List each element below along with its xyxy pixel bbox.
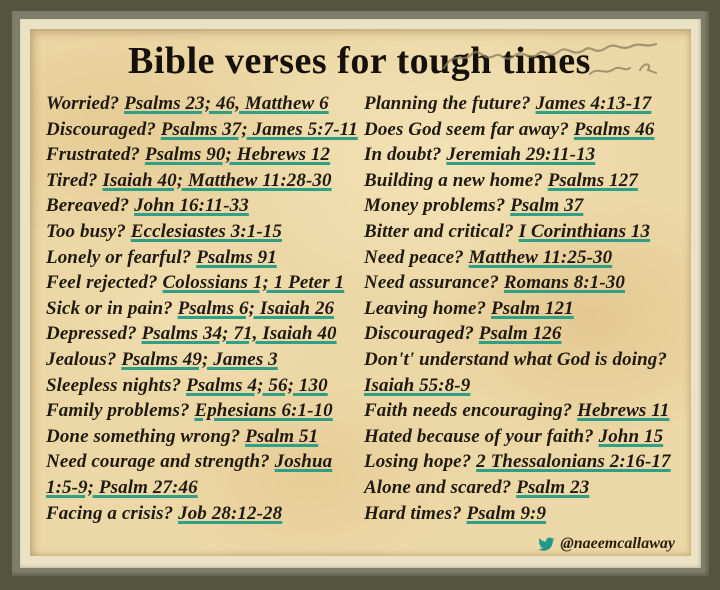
verse-entry xyxy=(46,398,364,424)
verse-reference: Psalms 46 xyxy=(573,118,655,140)
verse-reference: Hebrews 11 xyxy=(577,400,670,422)
verse-entry xyxy=(46,193,364,219)
verse-entry xyxy=(364,117,675,143)
verse-question: Sick or in pain? xyxy=(46,297,173,319)
verse-columns xyxy=(40,91,679,526)
verse-question: Losing hope? xyxy=(364,451,472,473)
verse-entry xyxy=(46,296,364,322)
verse-reference: Psalms 6; Isaiah 26 xyxy=(177,297,335,319)
verse-question: Worried? xyxy=(46,93,120,114)
verse-question: Does God seem far away? xyxy=(364,118,569,140)
verse-reference: Psalms 127 xyxy=(547,169,638,191)
verse-entry xyxy=(364,347,675,398)
verse-question: Building a new home? xyxy=(364,169,543,191)
verse-reference: John 16:11-33 xyxy=(134,195,249,217)
verse-question: Depressed? xyxy=(46,323,137,345)
verse-entry xyxy=(46,424,364,450)
verse-reference: Psalm 51 xyxy=(245,425,319,447)
verse-question: Hard times? xyxy=(364,502,462,524)
verse-entry xyxy=(364,219,675,245)
verse-reference: Job 28:12-28 xyxy=(178,502,283,524)
verse-question: Alone and scared? xyxy=(364,476,512,498)
verse-entry xyxy=(364,475,675,501)
verse-entry xyxy=(364,168,675,194)
verse-question: Need assurance? xyxy=(364,272,500,294)
verse-entry xyxy=(46,219,364,245)
picture-frame-mat xyxy=(20,19,701,568)
verse-entry xyxy=(46,321,364,347)
verse-question: Bereaved? xyxy=(46,195,130,217)
verse-entry xyxy=(46,142,364,168)
verse-entry xyxy=(46,373,364,399)
verse-question: Family problems? xyxy=(46,400,190,422)
verse-reference: Psalm 23 xyxy=(516,476,590,498)
verse-reference: Jeremiah 29:11-13 xyxy=(446,144,596,166)
verse-entry xyxy=(46,270,364,296)
verse-question: Planning the future? xyxy=(364,93,531,114)
verse-question: Need peace? xyxy=(364,246,464,268)
verse-reference: Psalms 91 xyxy=(196,246,277,268)
verse-reference: Joshua 1:5-9; Psalm 27:46 xyxy=(46,451,333,498)
attribution xyxy=(538,535,675,553)
verse-question: Lonely or fearful? xyxy=(46,246,192,268)
verse-column-right xyxy=(364,91,679,526)
verse-reference: Ecclesiastes 3:1-15 xyxy=(130,220,282,242)
verse-reference: Matthew 11:25-30 xyxy=(468,246,613,268)
verse-question: Frustrated? xyxy=(46,144,141,166)
verse-reference: Romans 8:1-30 xyxy=(503,272,626,294)
verse-reference: Isaiah 40; Matthew 11:28-30 xyxy=(102,169,332,191)
verse-question: Done something wrong? xyxy=(46,425,241,447)
verse-question: Feel rejected? xyxy=(46,272,158,294)
verse-question: Leaving home? xyxy=(364,297,487,319)
verse-entry xyxy=(46,245,364,271)
verse-entry xyxy=(46,168,364,194)
verse-entry xyxy=(46,347,364,373)
verse-entry xyxy=(364,142,675,168)
verse-reference: Colossians 1; 1 Peter 1 xyxy=(162,272,345,294)
verse-question: Bitter and critical? xyxy=(364,220,514,242)
parchment-background xyxy=(30,29,691,556)
verse-question: Don't' understand what God is doing? xyxy=(364,348,667,370)
verse-reference: Psalms 23; 46, Matthew 6 xyxy=(124,93,329,114)
verse-question: In doubt? xyxy=(364,144,442,166)
verse-question: Discouraged? xyxy=(364,323,474,345)
verse-entry xyxy=(364,91,675,117)
verse-entry xyxy=(364,245,675,271)
twitter-bird-icon xyxy=(538,537,555,552)
verse-reference: James 4:13-17 xyxy=(535,93,652,114)
verse-entry xyxy=(46,117,364,143)
verse-entry xyxy=(364,296,675,322)
verse-reference: Psalms 49; James 3 xyxy=(121,348,278,370)
verse-entry xyxy=(364,270,675,296)
verse-question: Need courage and strength? xyxy=(46,451,270,473)
verse-entry xyxy=(364,449,675,475)
verse-question: Hated because of your faith? xyxy=(364,425,594,447)
verse-reference: Ephesians 6:1-10 xyxy=(194,400,333,422)
verse-question: Sleepless nights? xyxy=(46,374,182,396)
verse-question: Tired? xyxy=(46,169,98,191)
verse-reference: Psalm 126 xyxy=(478,323,562,345)
verse-question: Faith needs encouraging? xyxy=(364,400,573,422)
verse-entry xyxy=(46,501,364,527)
verse-reference: 2 Thessalonians 2:16-17 xyxy=(476,451,671,473)
verse-reference: Psalms 4; 56; 130 xyxy=(186,374,328,396)
verse-entry xyxy=(364,193,675,219)
verse-entry xyxy=(364,321,675,347)
verse-entry xyxy=(364,398,675,424)
verse-question: Money problems? xyxy=(364,195,506,217)
verse-reference: John 15 xyxy=(598,425,664,447)
verse-entry xyxy=(364,424,675,450)
verse-column-left xyxy=(46,91,364,526)
picture-frame-mid xyxy=(12,11,709,576)
verse-entry xyxy=(46,449,364,500)
verse-reference: I Corinthians 13 xyxy=(518,220,651,242)
verse-question: Discouraged? xyxy=(46,118,156,140)
verse-reference: Psalms 34; 71, Isaiah 40 xyxy=(141,323,337,345)
verse-question: Too busy? xyxy=(46,220,126,242)
page-title: Bible verses for tough times xyxy=(128,40,591,82)
twitter-handle: @naeemcallaway xyxy=(560,535,675,552)
verse-question: Facing a crisis? xyxy=(46,502,174,524)
verse-reference: Psalm 37 xyxy=(510,195,584,217)
verse-reference: Psalms 37; James 5:7-11 xyxy=(160,118,358,140)
verse-reference: Psalm 9:9 xyxy=(466,502,547,524)
verse-reference: Isaiah 55:8-9 xyxy=(364,374,471,396)
verse-question: Jealous? xyxy=(46,348,117,370)
verse-reference: Psalm 121 xyxy=(491,297,574,319)
verse-reference: Psalms 90; Hebrews 12 xyxy=(144,144,331,166)
verse-entry xyxy=(46,91,364,117)
verse-entry xyxy=(364,501,675,527)
